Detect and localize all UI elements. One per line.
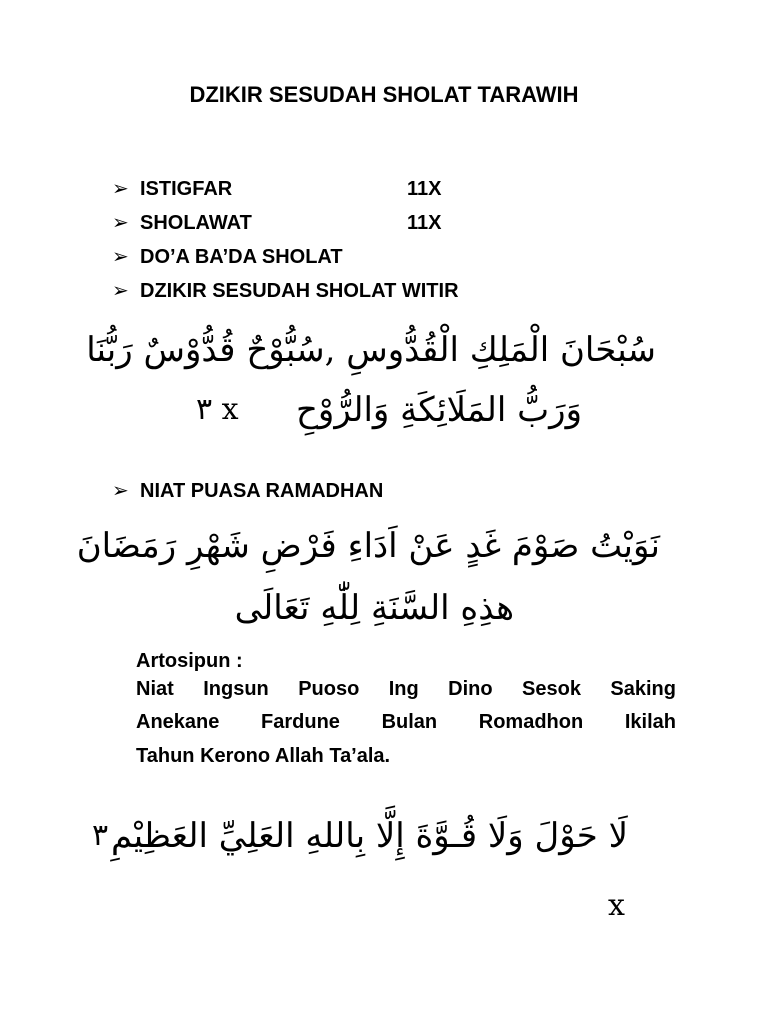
translation-line-1: Niat Ingsun Puoso Ing Dino Sesok Saking [136, 678, 676, 700]
repeat-three-times: ٣ x [196, 392, 239, 427]
arrow-bullet-icon: ➢ [112, 480, 129, 502]
item-count: 11X [407, 212, 442, 234]
page-title: DZIKIR SESUDAH SHOLAT TARAWIH [189, 82, 579, 107]
item-label: DO’A BA’DA SHOLAT [140, 246, 343, 268]
niat-line-1: نَوَيْتُ صَوْمَ غَدٍ عَنْ اَدَاءِ فَرْضِ شَهْرِ رَمَضَانَ [76, 526, 660, 566]
arrow-bullet-icon: ➢ [112, 280, 129, 302]
arrow-bullet-icon: ➢ [112, 212, 129, 234]
item-label: SHOLAWAT [140, 212, 252, 234]
item-label: NIAT PUASA RAMADHAN [140, 480, 384, 502]
witir-dzikir-line-2: وَرَبُّ المَلَائِكَةِ وَالرُّوْحِ [295, 390, 582, 430]
item-count: 11X [407, 178, 442, 200]
list-item-niat-puasa [112, 478, 383, 504]
list-item-doa [112, 244, 343, 270]
hawqala-text: لَا حَوْلَ وَلَا قُـوَّةَ إِلَّا بِاللهِ العَلِيِّ العَظِيْمِ [110, 816, 628, 856]
hawqala-repeat-number: ٣ [92, 818, 109, 853]
list-item-istigfar [112, 176, 442, 202]
list-item-dzikir-witir [112, 278, 459, 304]
hawqala-repeat-x: x [608, 888, 625, 923]
list-item-sholawat [112, 210, 442, 236]
witir-dzikir-line-1: سُبْحَانَ الْمَلِكِ الْقُدُّوسِ ,سُبُّوْحٌ قُدُّوْسٌ رَبُّنَا [86, 330, 656, 370]
translation-heading: Artosipun : [136, 650, 243, 672]
item-label: ISTIGFAR [140, 178, 233, 200]
arrow-bullet-icon: ➢ [112, 178, 129, 200]
translation-line-2: Anekane Fardune Bulan Romadhon Ikilah [136, 711, 676, 733]
niat-line-2: هذِهِ السَّنَةِ لِلّٰهِ تَعَالَى [234, 588, 514, 628]
translation-line-3: Tahun Kerono Allah Ta’ala. [136, 745, 391, 767]
item-label: DZIKIR SESUDAH SHOLAT WITIR [140, 280, 459, 302]
arrow-bullet-icon: ➢ [112, 246, 129, 268]
